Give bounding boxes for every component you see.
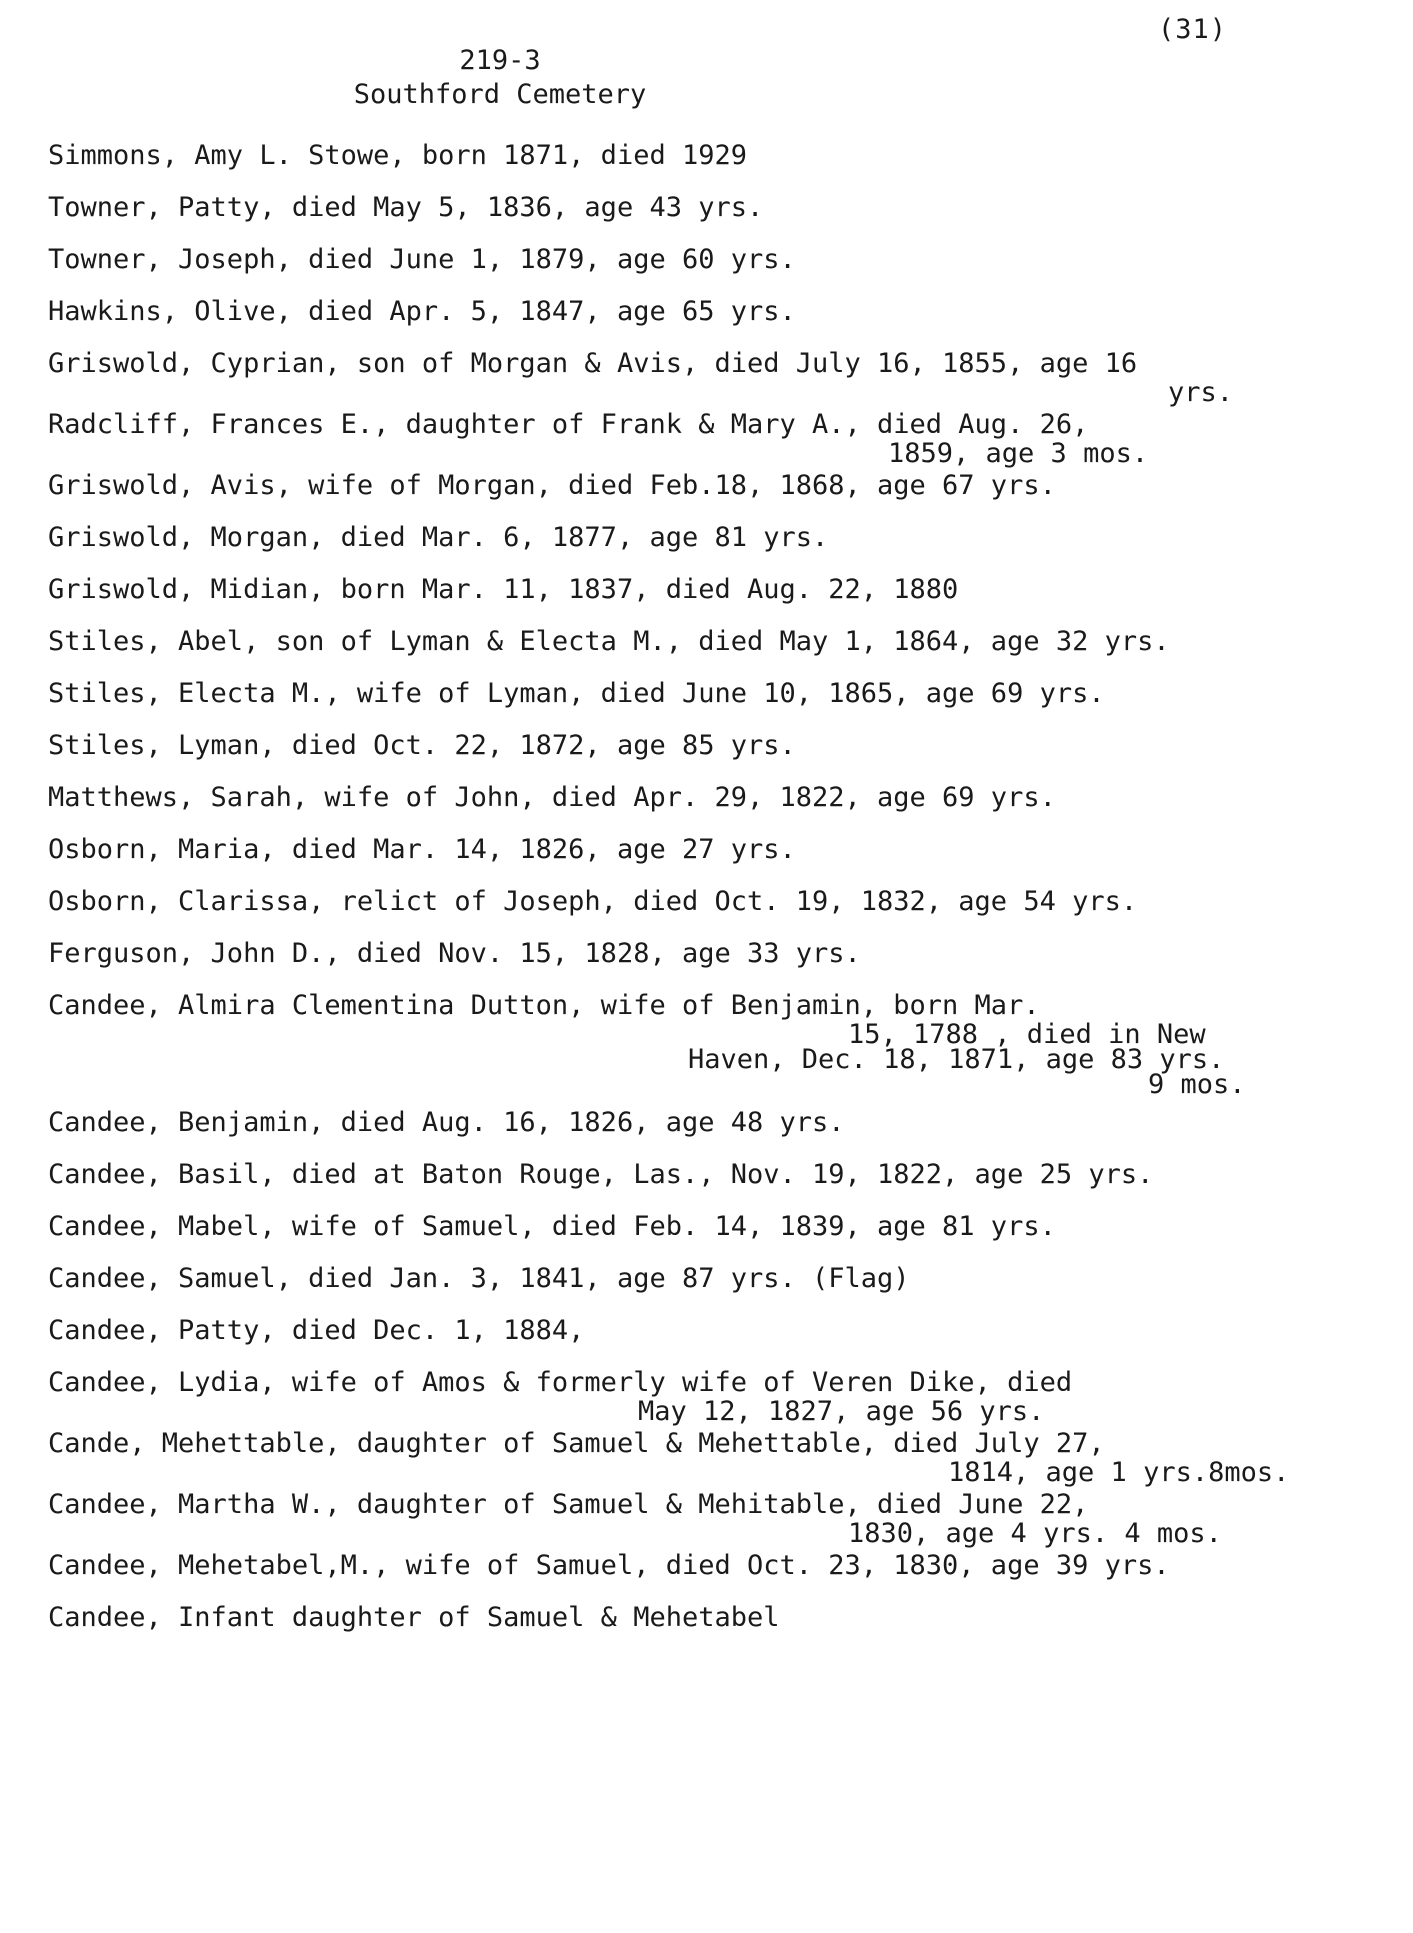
burial-entry: [48, 348, 1378, 408]
entry-line: Candee, Lydia, wife of Amos & formerly wife of Veren Dike, died: [48, 1367, 1073, 1398]
burial-entry: [48, 296, 1378, 328]
burial-entry: [48, 1159, 1378, 1191]
burial-entry: [48, 990, 1378, 1100]
entry-line: Candee, Basil, died at Baton Rouge, Las., Nov. 19, 1822, age 25 yrs.: [48, 1159, 1154, 1190]
burial-entry: [48, 1315, 1378, 1347]
burial-entry: [48, 1107, 1378, 1139]
burial-entry: [48, 470, 1378, 502]
entry-line: Candee, Mabel, wife of Samuel, died Feb. 14, 1839, age 81 yrs.: [48, 1211, 1056, 1242]
burial-entry: [48, 938, 1378, 970]
burial-entry: [48, 1263, 1378, 1295]
entry-line: Ferguson, John D., died Nov. 15, 1828, age 33 yrs.: [48, 938, 861, 969]
burial-entry: [48, 1428, 1378, 1488]
entry-continuation-line: 1830, age 4 yrs. 4 mos.: [848, 1518, 1222, 1549]
burial-entry: [48, 1602, 1378, 1634]
burial-entry: [48, 834, 1378, 866]
entry-continuation-line: yrs.: [1168, 377, 1234, 408]
entry-continuation-line: Haven, Dec. 18, 1871, age 83 yrs.: [688, 1044, 1225, 1075]
entry-continuation-line: 15, 1788 , died in New: [848, 1019, 1206, 1050]
burial-entry: [48, 782, 1378, 814]
burial-entry: [48, 409, 1378, 469]
burial-entry: [48, 678, 1378, 710]
page-header: [300, 44, 700, 112]
burial-entry: [48, 1367, 1378, 1427]
entry-line: Griswold, Midian, born Mar. 11, 1837, died Aug. 22, 1880: [48, 574, 959, 605]
entry-line: Candee, Infant daughter of Samuel & Mehetabel: [48, 1602, 780, 1633]
entry-line: Candee, Patty, died Dec. 1, 1884,: [48, 1315, 585, 1346]
entry-line: Osborn, Maria, died Mar. 14, 1826, age 27 yrs.: [48, 834, 796, 865]
entry-continuation-line: 9 mos.: [1148, 1069, 1246, 1100]
entry-continuation-line: 1814, age 1 yrs.8mos.: [948, 1457, 1290, 1488]
entry-line: Osborn, Clarissa, relict of Joseph, died Oct. 19, 1832, age 54 yrs.: [48, 886, 1138, 917]
entry-line: Stiles, Lyman, died Oct. 22, 1872, age 85 yrs.: [48, 730, 796, 761]
burial-entry: [48, 886, 1378, 918]
burial-entry: [48, 244, 1378, 276]
cemetery-title: Southford Cemetery: [353, 79, 647, 110]
page-number: (31): [1158, 14, 1228, 45]
burial-entry: [48, 730, 1378, 762]
entry-line: Towner, Joseph, died June 1, 1879, age 60 yrs.: [48, 244, 796, 275]
burial-entry: [48, 192, 1378, 224]
burial-entries-list: [48, 140, 1378, 1654]
burial-entry: [48, 1550, 1378, 1582]
entry-line: Griswold, Avis, wife of Morgan, died Feb.18, 1868, age 67 yrs.: [48, 470, 1056, 501]
entry-continuation-line: May 12, 1827, age 56 yrs.: [638, 1396, 1045, 1427]
entry-continuation-line: 1859, age 3 mos.: [888, 438, 1149, 469]
burial-entry: [48, 140, 1378, 172]
entry-line: Towner, Patty, died May 5, 1836, age 43 yrs.: [48, 192, 764, 223]
entry-line: Matthews, Sarah, wife of John, died Apr. 29, 1822, age 69 yrs.: [48, 782, 1056, 813]
burial-entry: [48, 1211, 1378, 1243]
entry-line: Hawkins, Olive, died Apr. 5, 1847, age 65 yrs.: [48, 296, 796, 327]
burial-entry: [48, 522, 1378, 554]
entry-line: Candee, Benjamin, died Aug. 16, 1826, age 48 yrs.: [48, 1107, 845, 1138]
entry-line: Simmons, Amy L. Stowe, born 1871, died 1929: [48, 140, 747, 171]
entry-line: Radcliff, Frances E., daughter of Frank & Mary A., died Aug. 26,: [48, 409, 1089, 440]
entry-line: Candee, Samuel, died Jan. 3, 1841, age 87 yrs. (Flag): [48, 1263, 910, 1294]
entry-line: Cande, Mehettable, daughter of Samuel & Mehettable, died July 27,: [48, 1428, 1105, 1459]
entry-line: Stiles, Electa M., wife of Lyman, died June 10, 1865, age 69 yrs.: [48, 678, 1105, 709]
entry-line: Candee, Almira Clementina Dutton, wife of Benjamin, born Mar.: [48, 990, 1040, 1021]
cemetery-code: 219-3: [459, 45, 541, 76]
burial-entry: [48, 1489, 1378, 1549]
burial-entry: [48, 626, 1378, 658]
entry-line: Griswold, Cyprian, son of Morgan & Avis, died July 16, 1855, age 16: [48, 348, 1138, 379]
entry-line: Candee, Mehetabel,M., wife of Samuel, died Oct. 23, 1830, age 39 yrs.: [48, 1550, 1170, 1581]
entry-line: Candee, Martha W., daughter of Samuel & Mehitable, died June 22,: [48, 1489, 1089, 1520]
burial-entry: [48, 574, 1378, 606]
entry-line: Griswold, Morgan, died Mar. 6, 1877, age 81 yrs.: [48, 522, 829, 553]
entry-line: Stiles, Abel, son of Lyman & Electa M., died May 1, 1864, age 32 yrs.: [48, 626, 1170, 657]
